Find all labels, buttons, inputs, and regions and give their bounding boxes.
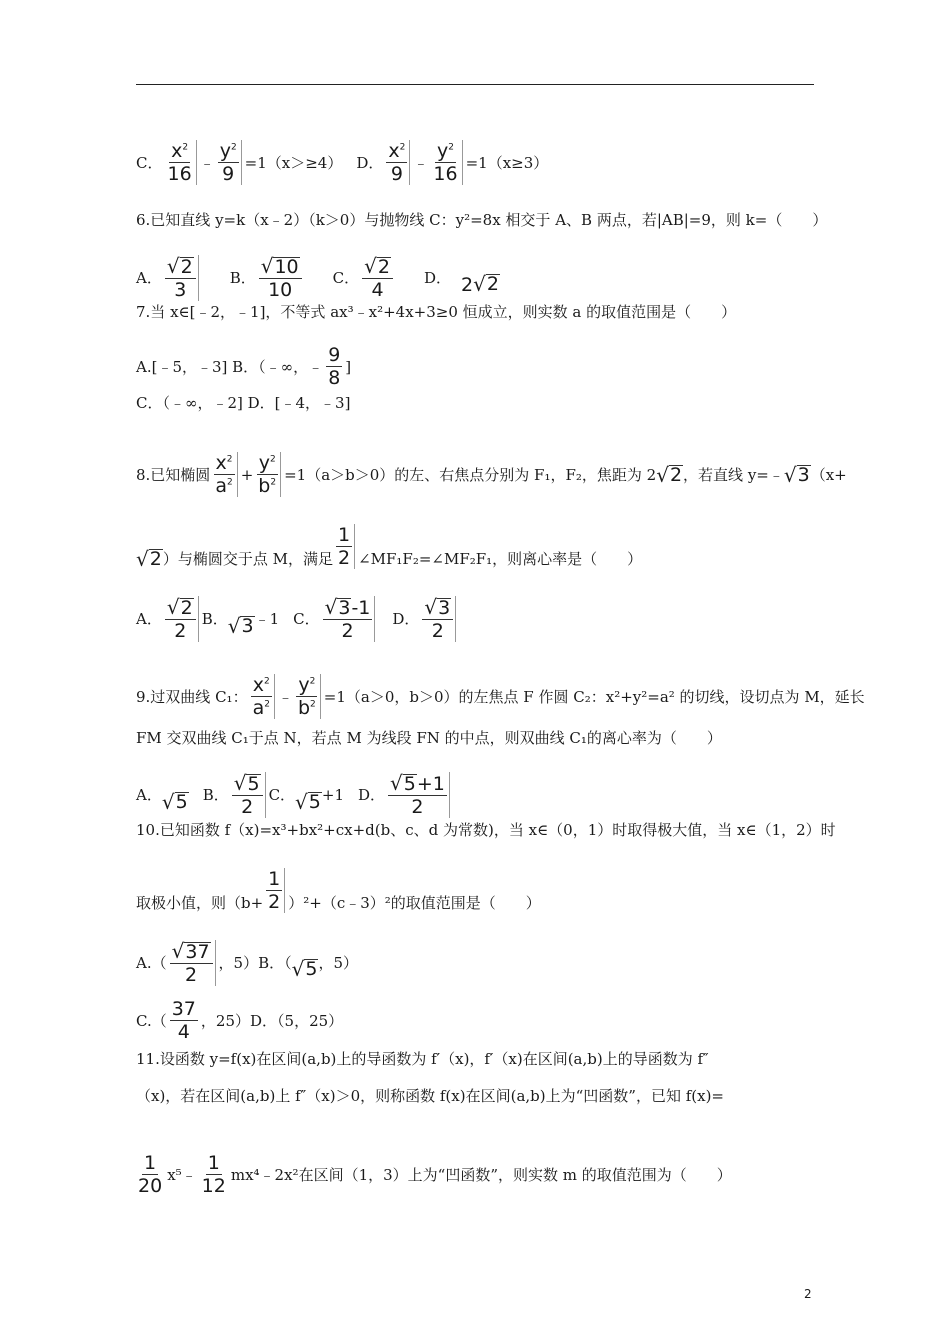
q5-d-frac-y: $\frac{y^2}{16}$ xyxy=(431,140,462,185)
q7-options-cd: C．（﹣∞，﹣2] D．[﹣4，﹣3] xyxy=(136,394,351,412)
q9-options: A． √ 5 B． √ 5 2 C． √ 5 +1 D． √ 5 +1 2 xyxy=(136,772,818,818)
q11-stem-line1: 11.设函数 y=f(x)在区间(a,b)上的导函数为 f′（x)，f′（x)在区间(a,b)上的导函数为 f″ xyxy=(136,1050,709,1068)
q10-c-frac: $\frac{37}{4}$ xyxy=(171,998,196,1043)
q11-stem-line2: （x)，若在区间(a,b)上 f″（x)＞0，则称函数 f(x)在区间(a,b)上为“凹函数”，已知 f(x)= xyxy=(136,1087,724,1105)
q8-frac-y: $\frac{y^2}{b^2}$ xyxy=(256,452,281,497)
q6-b-frac: √ 10 10 xyxy=(259,255,302,301)
q10-options-cd: C.（ $\frac{37}{4}$ ，25）D．（5，25） xyxy=(136,998,344,1043)
q8-stem-line1: 8.已知椭圆 $\frac{x^2}{a^2}$ + $\frac{y^2}{b^2}$ =1（a＞b＞0）的左、右焦点分别为 F₁，F₂，焦距为 2 √ 2 ，若直线 y=﹣ √ 3 （x+ xyxy=(136,452,847,497)
q11-frac-12: $\frac{1}{12}$ xyxy=(201,1152,226,1197)
q5-d-eq: =1（x≥3） xyxy=(465,153,549,172)
q10-half-frac: $\frac{1}{2}$ xyxy=(266,868,285,913)
q5-d-frac-x: $\frac{x^2}{9}$ xyxy=(386,140,410,185)
q5-c-label: C． xyxy=(136,153,163,172)
page-number: 2 xyxy=(804,1287,812,1301)
q5-c-frac-y: $\frac{y^2}{9}$ xyxy=(218,140,242,185)
q11-frac-20: $\frac{1}{20}$ xyxy=(138,1152,163,1197)
q5-c-frac-x: $\frac{x^2}{16}$ xyxy=(165,140,196,185)
q9-frac-x: $\frac{x^2}{a^2}$ xyxy=(251,674,275,719)
q6-a-frac: √ 2 3 xyxy=(165,255,199,301)
q6-options: A． √ 2 3 B． √ 10 10 C． √ 2 4 D． 2 √ 2 xyxy=(136,254,499,301)
q9-frac-y: $\frac{y^2}{b^2}$ xyxy=(296,674,321,719)
header-rule xyxy=(136,84,814,85)
q9-stem-line2: FM 交双曲线 C₁于点 N，若点 M 为线段 FN 的中点，则双曲线 C₁的离心率为（ ） xyxy=(136,729,722,747)
q6-d-value: 2 √ 2 xyxy=(461,271,499,296)
q5-c-eq: =1（x＞≥4） xyxy=(244,153,343,172)
q8-half-frac: $\frac{1}{2}$ xyxy=(336,524,355,569)
q7-options-ab: A.[﹣5，﹣3] B．（﹣∞，﹣ $\frac{9}{8}$ ] xyxy=(136,344,352,389)
q10-a-frac: √ 37 2 xyxy=(170,940,216,986)
q9-d-frac: √ 5 +1 2 xyxy=(388,772,450,818)
q8-stem-line2: √ 2 ）与椭圆交于点 M，满足 $\frac{1}{2}$ ∠MF₁F₂=∠MF₂F₁，则离心率是（ ） xyxy=(136,524,643,571)
q8-a-frac: √ 2 2 xyxy=(165,596,199,642)
q8-options: A． √ 2 2 B． √ 3 ﹣1 C． √ 3 -1 2 D． √ 3 2 xyxy=(136,596,818,642)
q6-c-frac: √ 2 4 xyxy=(362,255,393,301)
q8-frac-x: $\frac{x^2}{a^2}$ xyxy=(213,452,237,497)
q8-c-frac: √ 3 -1 2 xyxy=(323,596,376,642)
q5-d-label: D． xyxy=(356,153,384,172)
q6-stem: 6.已知直线 y=k（x﹣2）（k＞0）与抛物线 C：y²=8x 相交于 A、B 两点，若|AB|=9，则 k=（ ） xyxy=(136,211,828,229)
q11-stem-line3: $\frac{1}{20}$ x⁵﹣ $\frac{1}{12}$ mx⁴﹣2x²在区间（1，3）上为“凹函数”，则实数 m 的取值范围为（ ） xyxy=(138,1152,732,1197)
q10-options-ab: A.（ √ 37 2 ，5）B．（ √ 5 ，5） xyxy=(136,939,359,986)
q7-stem: 7.当 x∈[﹣2，﹣1]，不等式 ax³﹣x²+4x+3≥0 恒成立，则实数 a 的取值范围是（ ） xyxy=(136,303,737,321)
q8-d-frac: √ 3 2 xyxy=(422,596,456,642)
q5-options: C． $\frac{x^2}{16}$ ﹣ $\frac{y^2}{9}$ =1（x＞≥4） D． $\frac{x^2}{9}$ ﹣ $\frac{y^2}{16}$ =1（x≥3） xyxy=(136,140,549,185)
q9-stem-line1: 9.过双曲线 C₁： $\frac{x^2}{a^2}$ ﹣ $\frac{y^2}{b^2}$ =1（a＞0，b＞0）的左焦点 F 作圆 C₂：x²+y²=a² 的切线，设切点为 M，延长 xyxy=(136,674,865,719)
q9-b-frac: √ 5 2 xyxy=(232,772,266,818)
q10-stem-line2: 取极小值，则（b+ $\frac{1}{2}$ ）²+（c﹣3）²的取值范围是（ ） xyxy=(136,867,541,913)
q10-stem-line1: 10.已知函数 f（x)=x³+bx²+cx+d(b、c、d 为常数)，当 x∈（0，1）时取得极大值，当 x∈（1，2）时 xyxy=(136,821,836,839)
q7-b-frac: $\frac{9}{8}$ xyxy=(328,344,341,389)
